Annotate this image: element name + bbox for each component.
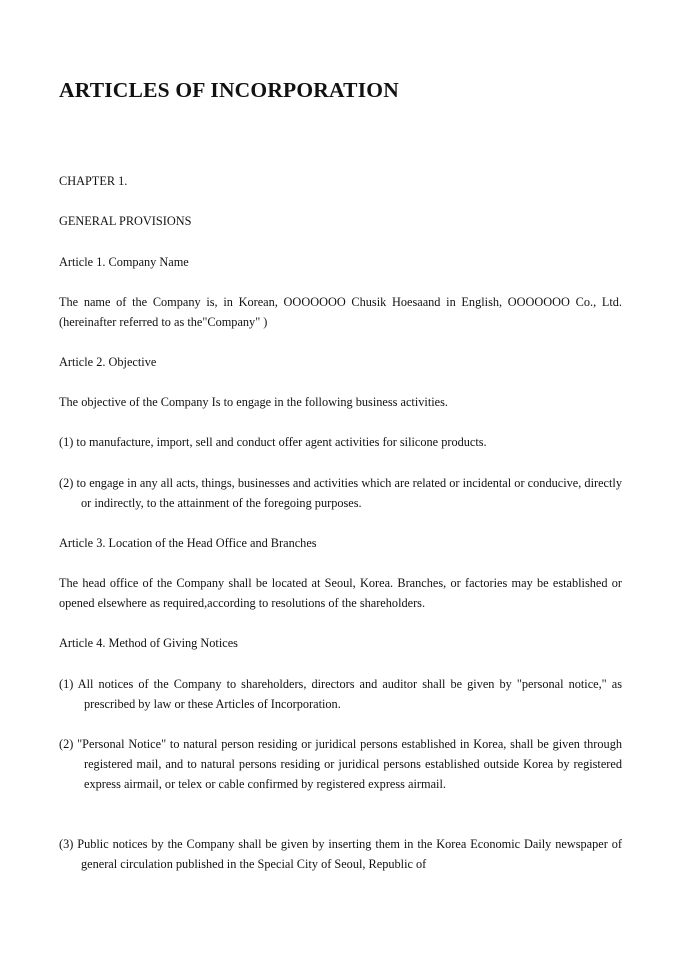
- article-1-heading: Article 1. Company Name: [59, 255, 189, 269]
- article-4-item-1: (1) All notices of the Company to shareholders, directors and auditor shall be given by "personal notice," as prescribed by law or these Articles of Incorporation.: [59, 677, 622, 711]
- chapter-title: GENERAL PROVISIONS: [59, 214, 192, 228]
- article-2-item-2: (2) to engage in any all acts, things, businesses and activities which are related or incidental or conducive, directly or indirectly, to the attainment of the foregoing purposes.: [59, 476, 622, 510]
- article-2-intro: The objective of the Company Is to engage in the following business activities.: [59, 395, 448, 409]
- article-4-item-3: (3) Public notices by the Company shall be given by inserting them in the Korea Economic Daily newspaper of general circulation published in the Special City of Seoul, Republic of: [59, 837, 622, 871]
- chapter-number: CHAPTER 1.: [59, 174, 128, 188]
- article-2-item-1: (1) to manufacture, import, sell and conduct offer agent activities for silicone products.: [59, 435, 487, 449]
- article-4-item-2: (2) "Personal Notice" to natural person residing or juridical persons established in Korea, shall be given through registered mail, and to natural persons residing or juridical persons established outside Korea by registered express airmail, or telex or cable confirmed by registered express airmail.: [59, 737, 622, 791]
- article-1-text: The name of the Company is, in Korean, OOOOOOO Chusik Hoesaand in English, OOOOOOO Co., Ltd.(hereinafter referred to as the"Company" ): [59, 295, 622, 329]
- article-4-heading: Article 4. Method of Giving Notices: [59, 636, 238, 650]
- document-title: ARTICLES OF INCORPORATION: [59, 78, 399, 102]
- article-3-text: The head office of the Company shall be located at Seoul, Korea. Branches, or factories may be established or opened elsewhere as required,according to resolutions of the shareholders.: [59, 576, 622, 610]
- article-2-heading: Article 2. Objective: [59, 355, 157, 369]
- article-3-heading: Article 3. Location of the Head Office and Branches: [59, 536, 317, 550]
